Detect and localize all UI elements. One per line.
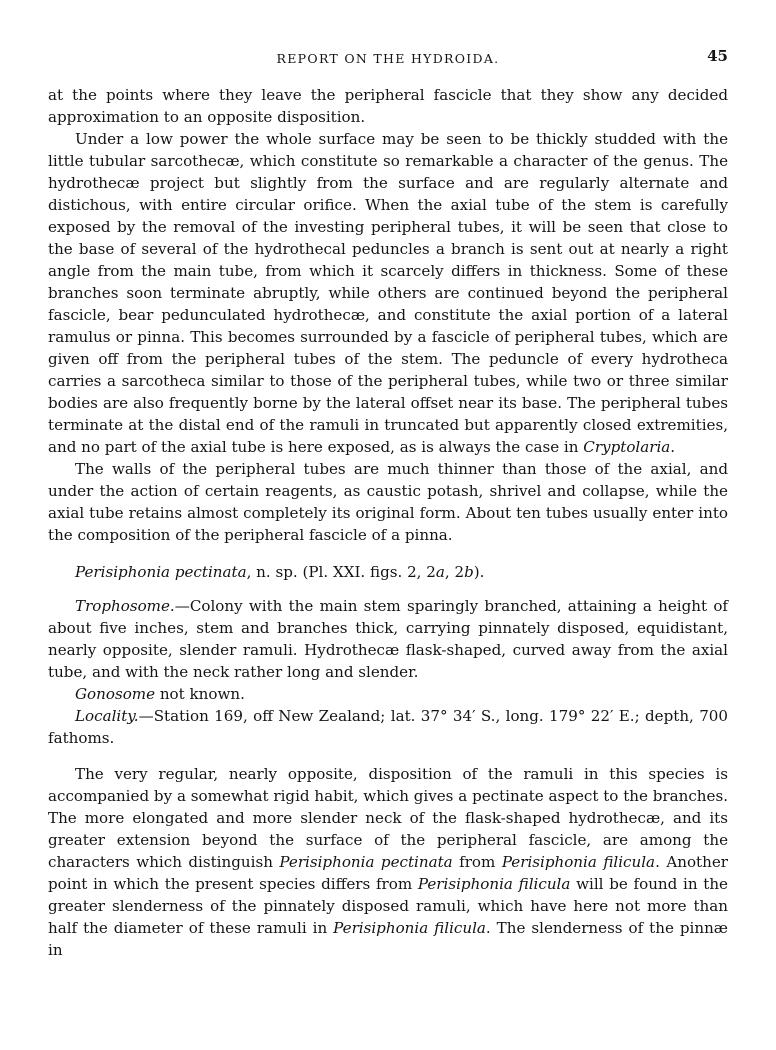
page-number: 45 — [707, 47, 728, 65]
gonosome-text: not known. — [155, 685, 245, 703]
running-header — [48, 47, 728, 69]
paragraph-surface-description: Under a low power the whole surface may be seen to be thickly studded with the little tubular sarcothecæ, which constitute so remarkable a character of the genus. The hydrothecæ project but slightly from the surface and are regularly alternate and distichous, with entire circular orifice. When the axial tube of the stem is carefully exposed by the removal of the investing peripheral tubes, it will be seen that close to the base of several of the hydrothecal peduncles a branch is sent out at nearly a right angle from the main tube, from which it scarcely differs in thickness. Some of these branches soon terminate abruptly, while others are continued beyond the peripheral fascicle, bear pedunculated hydrothecæ, and constitute the axial portion of a lateral ramulus or pinna. This becomes surrounded by a fascicle of peripheral tubes, which are given off from the peripheral tubes of the stem. The peduncle of every hydrotheca carries a sarcotheca similar to those of the peripheral tubes, while two or three similar bodies are also frequently borne by the lateral offset near its base. The peripheral tubes terminate at the distal end of the ramuli in truncated but apparently closed extremities, and no part of the axial tube is here exposed, as is always the case in Cryptolaria. — [48, 130, 728, 456]
paragraph-text: at the points where they leave the peripheral fascicle that they show any decided approximation to an opposite disposition. — [48, 86, 728, 126]
gonosome-label: Gonosome — [75, 685, 156, 703]
locality-label: Locality. — [75, 707, 139, 725]
trophosome-label: Trophosome. — [75, 597, 175, 615]
gonosome-paragraph — [48, 683, 728, 705]
species-heading: Perisiphonia pectinata, n. sp. (Pl. XXI. figs. 2, 2a, 2b). — [75, 563, 485, 581]
species-name: Perisiphonia pectinata — [75, 563, 247, 581]
paragraph-text: The walls of the peripheral tubes are much thinner than those of the axial, and under the action of certain reagents, as caustic potash, shrivel and collapse, while the axial tube retains almost completely its original form. About ten tubes usually enter into the composition of the peripheral fascicle of a pinna. — [48, 460, 728, 544]
locality-text: —Station 169, off New Zealand; lat. 37° 34′ S., long. 179° 22′ E.; depth, 700 fathoms. — [48, 707, 728, 747]
genus-name: Cryptolaria — [583, 438, 671, 456]
paragraph-continuation — [48, 84, 728, 128]
running-title: REPORT ON THE HYDROIDA. — [276, 51, 500, 66]
paragraph-peripheral-tubes — [48, 458, 728, 546]
trophosome-paragraph — [48, 595, 728, 683]
paragraph-text: Under a low power the whole surface may be seen to be thickly studded with the little tubular sarcothecæ, which constitute so remarkable a character of the genus. The hydrothecæ project but slightly from the surface and are regularly alternate and distichous, with entire circular orifice. When the axial tube of the stem is carefully exposed by the removal of the investing peripheral tubes, it will be seen that close to the base of several of the hydrothecal peduncles a branch is sent out at nearly a right angle from the main tube, from which it scarcely differs in thickness. Some of these branches soon terminate abruptly, while others are continued beyond the peripheral fascicle, bear pedunculated hydrothecæ, and constitute the axial portion of a lateral ramulus or pinna. This becomes surrounded by a fascicle of peripheral tubes, which are given off from the peripheral tubes of the stem. The peduncle of every hydrotheca carries a sarcotheca similar to those of the peripheral tubes, while two or three similar bodies are also frequently borne by the lateral offset near its base. The peripheral tubes terminate at the distal end of the ramuli in truncated but apparently closed extremities, and no part of the axial tube is here exposed, as is always the case in — [48, 130, 728, 456]
trophosome-text: —Colony with the main stem sparingly branched, attaining a height of about five inches, stem and branches thick, carrying pinnately disposed, equidistant, nearly opposite, slender ramuli. Hydrothecæ flask-shaped, curved away from the axial tube, and with the neck rather long and slender. — [48, 597, 728, 681]
species-name: Perisiphonia filicula — [501, 853, 656, 871]
locality-paragraph — [48, 705, 728, 749]
paragraph-comparison: The very regular, nearly opposite, disposition of the ramuli in this species is accompanied by a somewhat rigid habit, which gives a pectinate aspect to the branches. The more elongated and more slender neck of the flask-shaped hydrothecæ, and its greater extension beyond the surface of the peripheral fascicle, are among the characters which distinguish Perisiphonia pectinata from Perisiphonia filicula. Another point in which the present species differs from Perisiphonia filicula will be found in the greater slenderness of the pinnately disposed ramuli, which have here not more than half the diameter of these ramuli in Perisiphonia filicula. The slenderness of the pinnæ in — [48, 765, 728, 959]
body-text — [48, 84, 728, 961]
species-name: Perisiphonia pectinata — [279, 853, 453, 871]
species-name: Perisiphonia filicula — [333, 919, 486, 937]
species-name: Perisiphonia filicula — [417, 875, 571, 893]
